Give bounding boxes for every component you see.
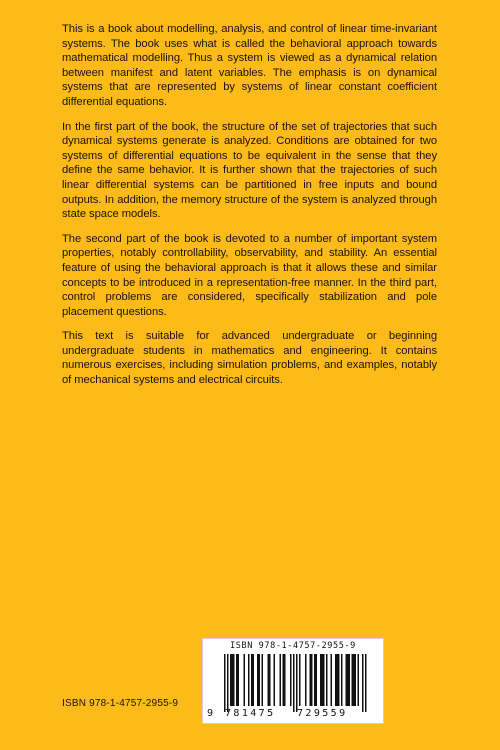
barcode-guard-bar: [365, 654, 367, 712]
barcode-left-group: 781475: [225, 708, 276, 719]
barcode-bar: [305, 654, 307, 706]
barcode-bar: [326, 654, 328, 706]
barcode-bar: [233, 654, 235, 706]
barcode-bar: [310, 654, 312, 706]
barcode-bar: [232, 654, 234, 706]
barcode-bar: [299, 654, 301, 706]
barcode-guard-bar: [227, 654, 229, 712]
barcode-bar: [320, 654, 322, 706]
barcode-bar: [284, 654, 286, 706]
barcode-bar: [347, 654, 349, 706]
barcode-first-digit: 9: [207, 708, 214, 719]
barcode-bar: [230, 654, 232, 706]
barcode-bar: [253, 654, 255, 706]
barcode-bar: [280, 654, 282, 706]
barcode-bar: [274, 654, 276, 706]
barcode-bar: [338, 654, 340, 706]
barcode-bar: [316, 654, 318, 706]
barcode-bar: [268, 654, 270, 706]
barcode-bar: [331, 654, 333, 706]
barcode-bar: [355, 654, 357, 706]
barcode-bar: [262, 654, 264, 706]
barcode-bar: [341, 654, 343, 706]
barcode: [202, 638, 384, 724]
barcode-bar: [346, 654, 348, 706]
barcode-bar: [236, 654, 238, 706]
barcode-bar: [238, 654, 240, 706]
blurb-paragraph-2: In the first part of the book, the structure of the set of trajectories that such dynamical systems generate is analyzed. Conditions are obtained for two systems of differential equations to be equivalent in the sense that they define the same behavior. It is further shown that the trajectories of such linear differential systems can be partitioned in free inputs and bound outputs. In addition, the memory structure of the system is analyzed through state space models.: [62, 120, 437, 221]
blurb-paragraph-1: This is a book about modelling, analysis, and control of linear time-invariant systems. The book uses what is called the behavioral approach towards mathematical modelling. Thus a system is viewed as a dynamical relation between manifest and latent variables. The emphasis is on dynamical systems that are represented by systems of linear constant coefficient differential equations.: [62, 23, 437, 108]
barcode-bar: [283, 654, 285, 706]
barcode-guard-bar: [296, 654, 298, 712]
barcode-guard-bar: [293, 654, 295, 712]
barcode-bar: [337, 654, 339, 706]
barcode-bar: [352, 654, 354, 706]
isbn-text: ISBN 978-1-4757-2955-9: [62, 698, 179, 709]
barcode-bar: [248, 654, 250, 706]
barcode-bar: [269, 654, 271, 706]
back-cover-blurb: [62, 22, 437, 398]
barcode-guard-bar: [224, 654, 226, 712]
barcode-bar: [311, 654, 313, 706]
barcode-isbn-label: ISBN 978-1-4757-2955-9: [230, 641, 356, 651]
barcode-bar: [353, 654, 355, 706]
barcode-bar: [314, 654, 316, 706]
blurb-paragraph-3: The second part of the book is devoted to a number of important system properties, notably controllability, observability, and stability. An essential feature of using the behavioral approach is that it allows these and similar concepts to be introduced in a representation-free manner. In the third part, control problems are considered, specifically stabilization and pole placement questions.: [62, 232, 437, 318]
barcode-bar: [322, 654, 324, 706]
barcode-bar: [349, 654, 351, 706]
barcode-bar: [259, 654, 261, 706]
barcode-bar: [335, 654, 337, 706]
barcode-bar: [323, 654, 325, 706]
barcode-bar: [358, 654, 360, 706]
barcode-bar: [257, 654, 259, 706]
barcode-bar: [251, 654, 253, 706]
barcode-bars: [217, 654, 371, 714]
blurb-paragraph-4: This text is suitable for advanced undergraduate or beginning undergraduate students in mathematics and engineering. It contains numerous exercises, including simulation problems, and examples, notably of mechanical systems and electrical circuits.: [62, 330, 437, 387]
barcode-guard-bar: [362, 654, 364, 712]
barcode-bar: [290, 654, 292, 706]
barcode-right-group: 729559: [297, 708, 348, 719]
barcode-bar: [244, 654, 246, 706]
